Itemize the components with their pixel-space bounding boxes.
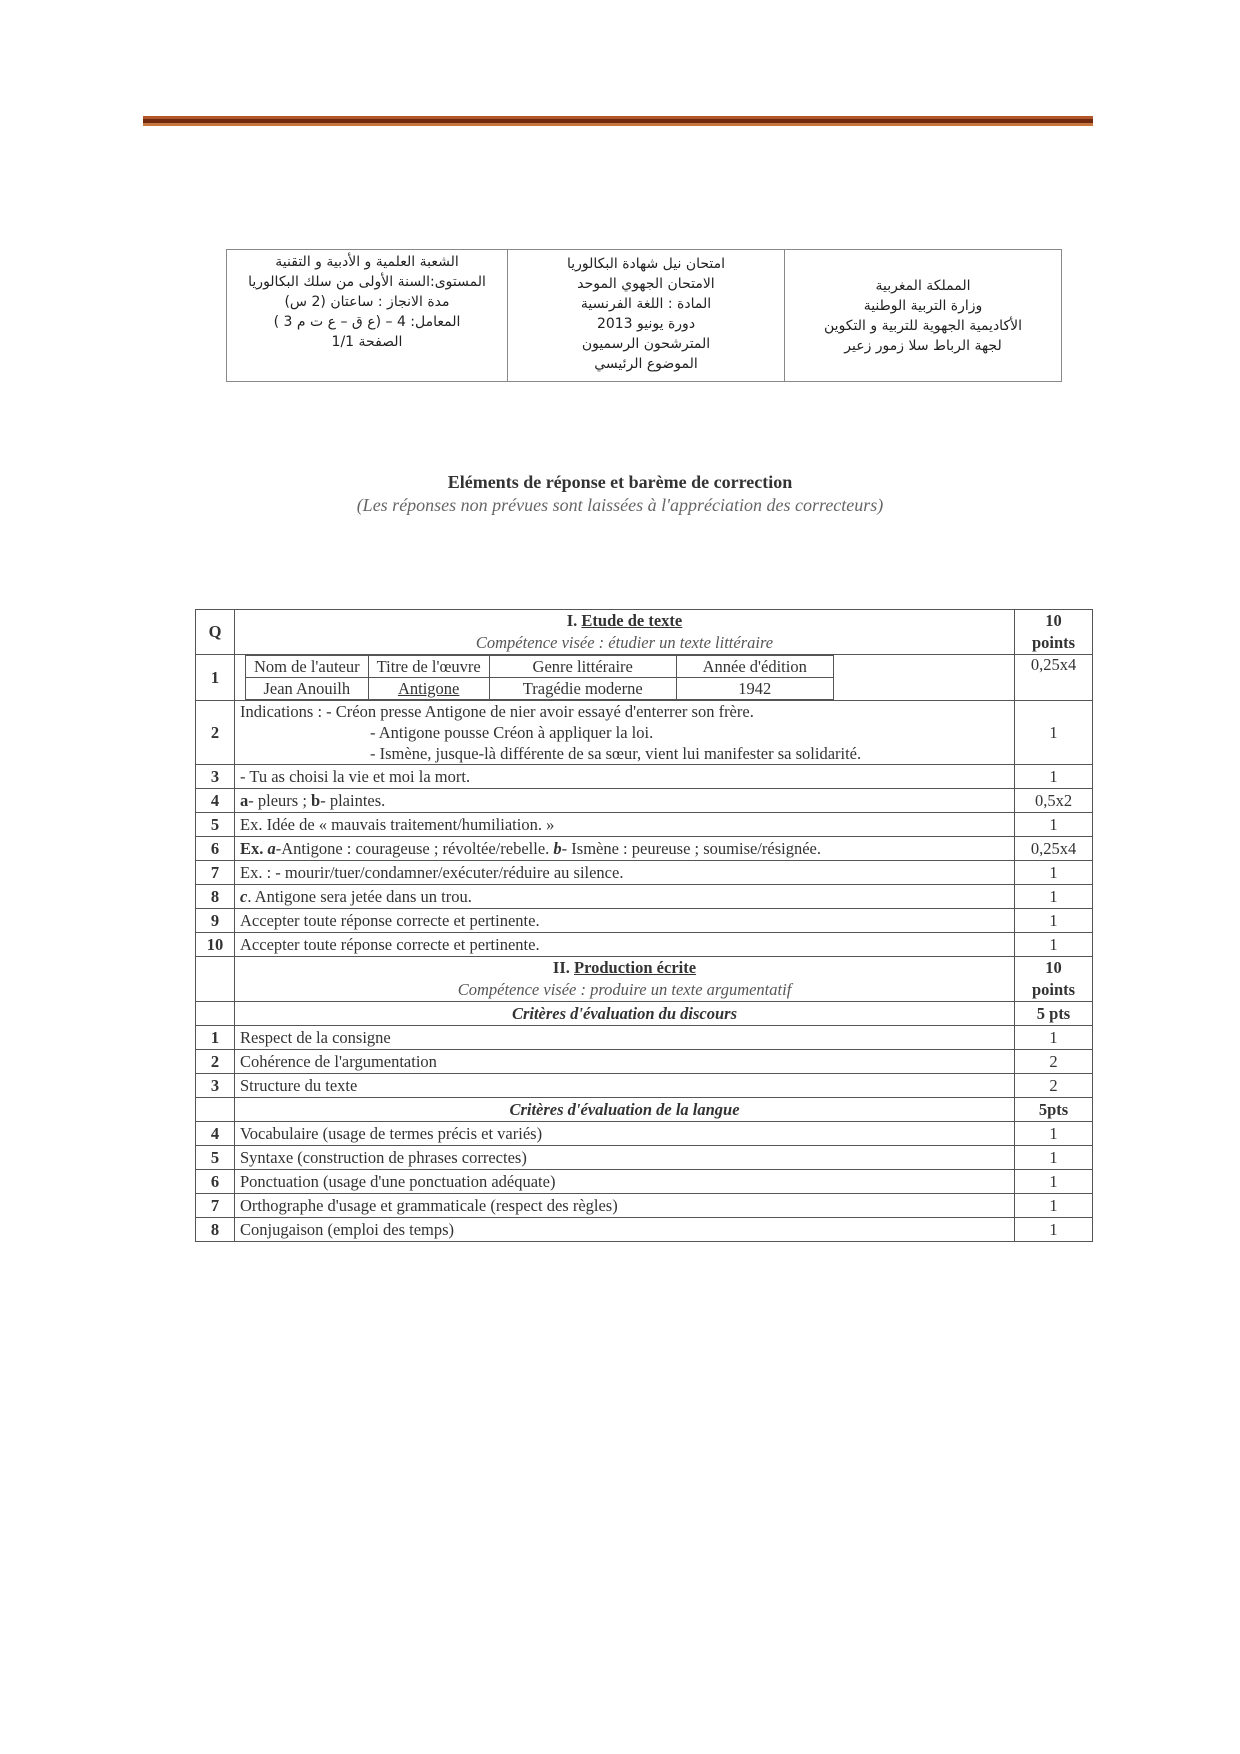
q-number: 7 bbox=[196, 1194, 235, 1218]
points: 1 bbox=[1015, 909, 1093, 933]
header-line: الأكاديمية الجهوية للتربية و التكوين bbox=[824, 317, 1022, 334]
points: 2 bbox=[1015, 1050, 1093, 1074]
table-row bbox=[196, 957, 1093, 1002]
header-exam-cell bbox=[507, 250, 784, 381]
header-rule bbox=[143, 116, 1093, 126]
section-1-header bbox=[235, 610, 1015, 655]
answer: - Tu as choisi la vie et moi la mort. bbox=[235, 765, 1015, 789]
q-number: 4 bbox=[196, 789, 235, 813]
inner-value: Antigone bbox=[368, 678, 489, 700]
table-row bbox=[196, 1050, 1093, 1074]
points: 1 bbox=[1015, 1170, 1093, 1194]
points: 0,5x2 bbox=[1015, 789, 1093, 813]
section-2-header bbox=[235, 957, 1015, 1002]
q1-inner-table bbox=[245, 655, 834, 700]
q-number: 3 bbox=[196, 1074, 235, 1098]
points: 1 bbox=[1015, 701, 1093, 765]
q-number: 2 bbox=[196, 1050, 235, 1074]
criterion: Structure du texte bbox=[235, 1074, 1015, 1098]
header-line: المادة : اللغة الفرنسية bbox=[580, 296, 712, 312]
table-row bbox=[196, 765, 1093, 789]
points: 1 bbox=[1015, 1194, 1093, 1218]
criterion: Orthographe d'usage et grammaticale (respect des règles) bbox=[235, 1194, 1015, 1218]
table-row bbox=[196, 813, 1093, 837]
q-number: 5 bbox=[196, 1146, 235, 1170]
header-line: الموضوع الرئيسي bbox=[594, 356, 698, 372]
table-row bbox=[196, 1218, 1093, 1242]
competence: Compétence visée : produire un texte argumentatif bbox=[457, 980, 792, 999]
section-points: 10 points bbox=[1015, 610, 1093, 655]
q-number: 6 bbox=[196, 1170, 235, 1194]
header-line: الصفحة 1/1 bbox=[331, 334, 403, 350]
answer: c. Antigone sera jetée dans un trou. bbox=[235, 885, 1015, 909]
section-title: Etude de texte bbox=[581, 611, 683, 630]
grading-table bbox=[195, 609, 1093, 1242]
points: 1 bbox=[1015, 1146, 1093, 1170]
header-ministry-cell bbox=[784, 250, 1061, 381]
criterion: Conjugaison (emploi des temps) bbox=[235, 1218, 1015, 1242]
points: 0,25x4 bbox=[1015, 655, 1093, 701]
table-row bbox=[196, 861, 1093, 885]
table-row bbox=[196, 1194, 1093, 1218]
document-subtitle: (Les réponses non prévues sont laissées à l'appréciation des correcteurs) bbox=[356, 495, 884, 515]
answer: Ex. : - mourir/tuer/condamner/exécuter/réduire au silence. bbox=[235, 861, 1015, 885]
q-number: 1 bbox=[196, 1026, 235, 1050]
q2-answer: Indications : - Créon presse Antigone de nier avoir essayé d'enterrer son frère. - Antigone pousse Créon à appliquer la loi. - Ismène, jusque-là différente de sa sœur, vient lui manifester sa solidarité. bbox=[235, 701, 1015, 765]
table-row bbox=[196, 885, 1093, 909]
q1-answer-cell bbox=[235, 655, 1015, 701]
section-title: Production écrite bbox=[574, 958, 697, 977]
inner-header: Nom de l'auteur bbox=[246, 656, 369, 678]
table-row bbox=[196, 610, 1093, 655]
q-number: 10 bbox=[196, 933, 235, 957]
points: 1 bbox=[1015, 1026, 1093, 1050]
header-line: امتحان نيل شهادة البكالوريا bbox=[566, 256, 726, 272]
table-row bbox=[196, 837, 1093, 861]
section-number: II. bbox=[552, 958, 570, 977]
q-number: 6 bbox=[196, 837, 235, 861]
inner-header: Genre littéraire bbox=[489, 656, 676, 678]
q-number: 1 bbox=[196, 655, 235, 701]
q-empty bbox=[196, 957, 235, 1002]
table-row bbox=[196, 1098, 1093, 1122]
q-number: 2 bbox=[196, 701, 235, 765]
q-number: 7 bbox=[196, 861, 235, 885]
inner-value: 1942 bbox=[676, 678, 833, 700]
points: 1 bbox=[1015, 813, 1093, 837]
header-line: دورة يونيو 2013 bbox=[596, 316, 696, 332]
q-header: Q bbox=[196, 610, 235, 655]
section-number: I. bbox=[566, 611, 578, 630]
inner-header: Titre de l'œuvre bbox=[368, 656, 489, 678]
q-number: 8 bbox=[196, 885, 235, 909]
table-row bbox=[196, 789, 1093, 813]
table-row bbox=[196, 1146, 1093, 1170]
table-row bbox=[196, 655, 1093, 701]
q-number: 5 bbox=[196, 813, 235, 837]
table-row bbox=[196, 909, 1093, 933]
table-row bbox=[196, 1026, 1093, 1050]
table-row bbox=[196, 701, 1093, 765]
q-empty bbox=[196, 1002, 235, 1026]
header-line: الامتحان الجهوي الموحد bbox=[577, 276, 715, 292]
competence: Compétence visée : étudier un texte littéraire bbox=[475, 633, 774, 652]
q-number: 9 bbox=[196, 909, 235, 933]
criterion: Cohérence de l'argumentation bbox=[235, 1050, 1015, 1074]
criteria-points: 5 pts bbox=[1015, 1002, 1093, 1026]
section-points: 10 points bbox=[1015, 957, 1093, 1002]
header-line: وزارة التربية الوطنية bbox=[863, 297, 983, 314]
criterion: Respect de la consigne bbox=[235, 1026, 1015, 1050]
table-row bbox=[196, 1170, 1093, 1194]
title-block bbox=[0, 472, 1240, 516]
points: 1 bbox=[1015, 933, 1093, 957]
answer: a- pleurs ; b- plaintes. bbox=[235, 789, 1015, 813]
exam-header-table bbox=[226, 249, 1062, 382]
points: 1 bbox=[1015, 1218, 1093, 1242]
inner-header: Année d'édition bbox=[676, 656, 833, 678]
header-line: مدة الانجاز : ساعتان (2 س) bbox=[284, 294, 450, 310]
points: 1 bbox=[1015, 861, 1093, 885]
table-row bbox=[196, 1074, 1093, 1098]
inner-value: Jean Anouilh bbox=[246, 678, 369, 700]
answer: Accepter toute réponse correcte et pertinente. bbox=[235, 933, 1015, 957]
q-number: 3 bbox=[196, 765, 235, 789]
q-number: 8 bbox=[196, 1218, 235, 1242]
criteria-points: 5pts bbox=[1015, 1098, 1093, 1122]
q-empty bbox=[196, 1098, 235, 1122]
table-row bbox=[196, 1002, 1093, 1026]
header-line: المترشحون الرسميون bbox=[581, 336, 711, 352]
points: 1 bbox=[1015, 765, 1093, 789]
table-row bbox=[196, 933, 1093, 957]
header-line: الشعبة العلمية و الأدبية و التقنية bbox=[275, 254, 459, 270]
criteria-discours-title: Critères d'évaluation du discours bbox=[235, 1002, 1015, 1026]
q-number: 4 bbox=[196, 1122, 235, 1146]
header-line: المعامل: 4 – (ع ق – ع ت م 3 ) bbox=[273, 314, 461, 330]
points: 1 bbox=[1015, 1122, 1093, 1146]
criteria-langue-title: Critères d'évaluation de la langue bbox=[235, 1098, 1015, 1122]
inner-value: Tragédie moderne bbox=[489, 678, 676, 700]
points: 2 bbox=[1015, 1074, 1093, 1098]
points: 1 bbox=[1015, 885, 1093, 909]
criterion: Vocabulaire (usage de termes précis et variés) bbox=[235, 1122, 1015, 1146]
criterion: Syntaxe (construction de phrases correctes) bbox=[235, 1146, 1015, 1170]
header-line: المملكة المغربية bbox=[875, 277, 971, 294]
table-row bbox=[196, 1122, 1093, 1146]
header-stream-cell bbox=[227, 250, 507, 381]
header-line: المستوى:السنة الأولى من سلك البكالوريا bbox=[248, 274, 486, 290]
answer: Ex. Idée de « mauvais traitement/humiliation. » bbox=[235, 813, 1015, 837]
answer: Ex. a-Antigone : courageuse ; révoltée/rebelle. b- Ismène : peureuse ; soumise/résignée. bbox=[235, 837, 1015, 861]
points: 0,25x4 bbox=[1015, 837, 1093, 861]
criterion: Ponctuation (usage d'une ponctuation adéquate) bbox=[235, 1170, 1015, 1194]
header-line: لجهة الرباط سلا زمور زعير bbox=[844, 337, 1002, 354]
document-title: Eléments de réponse et barème de correction bbox=[447, 472, 793, 492]
answer: Accepter toute réponse correcte et pertinente. bbox=[235, 909, 1015, 933]
